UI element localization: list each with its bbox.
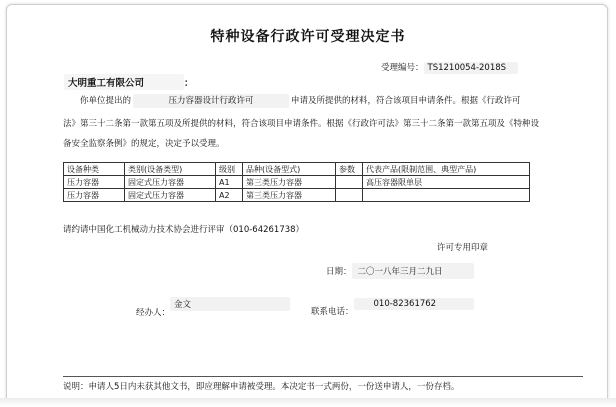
table-cell: 第三类压力容器 xyxy=(243,189,336,202)
handler-value: 金文 xyxy=(170,297,290,311)
table-header-cell: 级别 xyxy=(216,163,243,176)
seal-label: 许可专用印章 xyxy=(437,243,489,253)
table-cell: A2 xyxy=(216,189,243,202)
date-value: 二〇一八年三月二九日 xyxy=(352,263,474,279)
table-cell xyxy=(336,176,363,189)
table-cell xyxy=(363,189,530,202)
footer-divider xyxy=(63,376,583,377)
table-header-cell: 设备种类 xyxy=(64,163,125,176)
permit-table xyxy=(63,162,530,202)
handler-label: 经办人： xyxy=(136,308,171,318)
decision-date xyxy=(326,263,474,279)
review-contact-note: 请约请中国化工机械动力技术协会进行评审（010-64261738） xyxy=(63,225,305,235)
table-cell: 固定式压力容器 xyxy=(125,176,216,189)
table-cell xyxy=(336,189,363,202)
permit-item: 压力容器设计行政许可 xyxy=(133,94,289,108)
document-title: 特种设备行政许可受理决定书 xyxy=(210,29,406,45)
table-header-cell: 品种(设备型式) xyxy=(243,163,336,176)
company-colon: ： xyxy=(184,78,194,89)
document-page xyxy=(6,4,608,404)
table-cell: 高压容器限单层 xyxy=(363,176,530,189)
body-paragraph-line-3: 备安全监察条例》的规定，决定予以受理。 xyxy=(63,139,225,149)
table-row xyxy=(64,176,530,189)
table-cell: 固定式压力容器 xyxy=(125,189,216,202)
company-name: 大明重工有限公司 xyxy=(64,74,184,90)
acceptance-number-value: TS1210054-2018S xyxy=(424,62,518,74)
table-row xyxy=(64,189,530,202)
para1-suffix: 申请及所提供的材料，符合该项目申请条件。根据《行政许可 xyxy=(291,96,521,106)
table-header-cell: 参数 xyxy=(336,163,363,176)
table-header-row xyxy=(64,163,530,176)
phone-label: 联系电话： xyxy=(311,307,354,317)
body-paragraph-line-1 xyxy=(80,94,521,108)
phone-value: 010-82361762 xyxy=(354,298,474,310)
date-label: 日期： xyxy=(326,267,352,277)
contact-phone xyxy=(311,299,474,318)
acceptance-number-label: 受理编号： xyxy=(381,63,424,73)
para1-prefix: 你单位提出的 xyxy=(80,96,132,106)
acceptance-number xyxy=(381,61,518,74)
table-header-cell: 代表产品(限制范围、典型产品) xyxy=(363,163,530,176)
table-cell: 压力容器 xyxy=(64,176,125,189)
handler xyxy=(136,300,290,319)
footer-note: 说明：申请人5日内未获其他文书，即应理解申请被受理。本决定书一式两份，一份送申请人，一份存档。 xyxy=(63,382,460,392)
page-shadow xyxy=(0,398,616,407)
table-cell: 第三类压力容器 xyxy=(243,176,336,189)
table-cell: 压力容器 xyxy=(64,189,125,202)
body-paragraph-line-2: 法》第三十二条第一款第五项及所提供的材料，符合该项目申请条件。根据《行政许可法》第三十二条第一款第五项及《特种设 xyxy=(63,119,540,129)
table-header-cell: 类别(设备类型) xyxy=(125,163,216,176)
table-cell: A1 xyxy=(216,176,243,189)
applicant-company xyxy=(64,71,194,90)
